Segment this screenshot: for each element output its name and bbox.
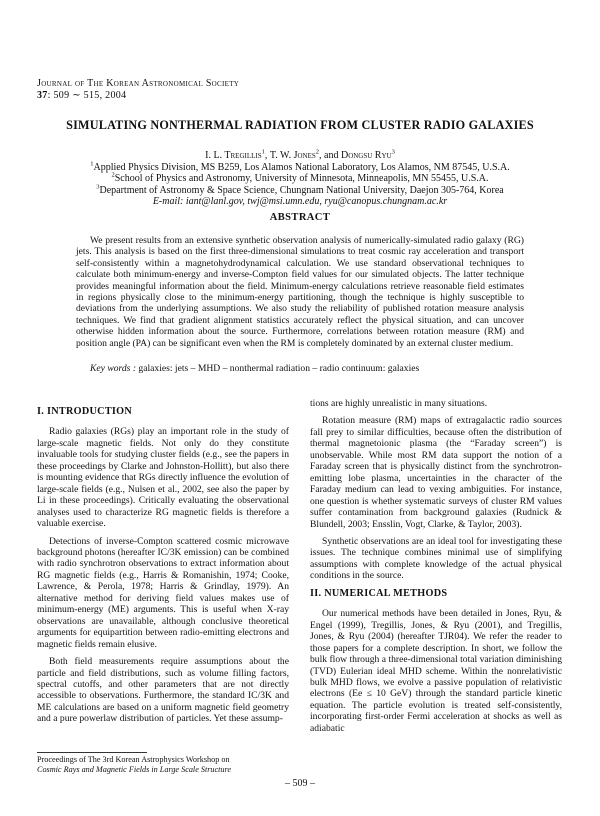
journal-header [37, 78, 239, 102]
affiliation-1-sup: 1 [90, 160, 94, 168]
keywords-text: galaxies: jets – MHD – nonthermal radiation – radio continuum: galaxies [136, 363, 420, 374]
footnote [37, 755, 297, 775]
affiliation-3: $^3$Department of Astronomy & Space Science, Chungnam National University, Daejon 305-764, Korea [96, 183, 504, 196]
author-block [30, 150, 570, 208]
footnote-rule [37, 752, 147, 753]
affiliation-3-sup: 3 [96, 183, 100, 191]
paper-title: SIMULATING NONTHERMAL RADIATION FROM CLUSTER RADIO GALAXIES [66, 118, 534, 132]
abstract-text: We present results from an extensive synthetic observation analysis of numerically-simulated radio galaxy (RG) jets. This analysis is based on the first three-dimensional simulations to treat cosmic ray acceleration and transport self-consistently within a magnetohydrodynamical calculation. We use standard observational techniques to calculate both minimum-energy and inverse-Compton field values for our simulated objects. The latter technique provides meaningful information about the field. Minimum-energy calculations retrieve reasonable field estimates in regions physically close to the minimum-energy partitioning, though the technique is highly susceptible to deviations from the underlying assumptions. We also study the reliability of published rotation measure analysis techniques. We find that gradient alignment statistics accurately reflect the physical situation, and can uncover otherwise hidden information about the source. Furthermore, correlations between rotation measure (RM) and position angle (PA) can be significant even when the RM is completely dominated by an external cluster medium. [76, 235, 524, 349]
keywords [76, 363, 524, 374]
intro-paragraph-3: Both field measurements require assumptions about the particle and field distributions, such as volume filling factors, spectral cutoffs, and other parameters that are not directly accessible to observations. Furthermore, the standard IC/3K and ME calculations are based on a uniform magnetic field geometry and a pure powerlaw distribution of particles. Yet these assump- [37, 656, 289, 725]
journal-volume-line [37, 90, 239, 102]
footnote-line-1: Proceedings of The 3rd Korean Astrophysics Workshop on [37, 755, 230, 764]
journal-name: Journal of The Korean Astronomical Society [37, 78, 240, 89]
right-column [310, 398, 562, 740]
section-heading-introduction: I. INTRODUCTION [37, 406, 133, 417]
author-sep-2: , and [319, 150, 341, 161]
intro-paragraph-5: Synthetic observations are an ideal tool for investigating these issues. The technique combines minimal use of simplifying assumptions with complete knowledge of the actual physical conditions in the source. [310, 535, 562, 582]
author-3-sup: 3 [391, 148, 395, 156]
intro-paragraph-continued: tions are highly unrealistic in many situations. [310, 398, 488, 409]
page-number: – 509 – [285, 778, 315, 789]
author-2: T. W. Jones [269, 150, 316, 161]
keywords-label: Key words : [90, 363, 137, 374]
affiliation-2: $^2$School of Physics and Astronomy, University of Minnesota, Minneapolis, MN 55455, U.S.A. [111, 171, 489, 184]
intro-paragraph-1: Radio galaxies (RGs) play an important role in the study of large-scale magnetic fields. Not only do they constitute invaluable tools for studying cluster fields (e.g., see the papers in these proceedings by Clarke and Johnston-Hollitt), but also there is mounting evidence that RGs directly influence the evolution of large-scale fields (e.g., Nulsen et al., 2002, see also the paper by Li in these proceedings). Critically evaluating the observational analyses used to characterize RG magnetic fields is therefore a valuable exercise. [37, 426, 289, 530]
volume-number: 37 [37, 90, 48, 101]
left-column [37, 400, 289, 731]
footnote-line-2: Cosmic Rays and Magnetic Fields in Large Scale Structure [37, 765, 232, 774]
author-line [30, 150, 570, 162]
author-2-sup: 2 [315, 148, 320, 156]
email-line: E-mail: iant@lanl.gov, twj@msi.umn.edu, ryu@canopus.chungnam.ac.kr [152, 196, 448, 207]
abstract-heading: ABSTRACT [269, 212, 331, 223]
page-range: : 509 ∼ 515, 2004 [47, 90, 127, 101]
affiliation-2-sup: 2 [111, 171, 115, 179]
affiliation-1: $^1$Applied Physics Division, MS B259, Los Alamos National Laboratory, Los Alamos, NM 87545, U.S.A. [90, 160, 510, 173]
intro-paragraph-4: Rotation measure (RM) maps of extragalactic radio sources fall prey to similar difficulties, because often the distribution of thermal magnetoionic plasma (the “Faraday screen”) is unobservable. While most RM data support the notion of a Faraday screen that is physically distinct from the synchrotron-emitting lobe plasma, uncertainties in the character of the Faraday medium can lead to vexing ambiguities. For instance, one question is whether systematic surveys of cluster RM values suffer contamination from background galaxies (Rudnick & Blundell, 2003; Ensslin, Vogt, Clarke, & Taylor, 2003). [310, 415, 562, 530]
author-1-sup: 1 [261, 148, 265, 156]
methods-paragraph-1: Our numerical methods have been detailed in Jones, Ryu, & Engel (1999), Tregillis, Jones, & Ryu (2001), and Tregillis, Jones, & Ryu (2004) (hereafter TJR04). We refer the reader to those papers for a complete description. In short, we follow the bulk flow through a three-dimensional total variation diminishing (TVD) Eulerian ideal MHD scheme. Within the nonrelativistic bulk MHD flows, we evolve a passive population of relativistic electrons (Ee ≤ 10 GeV) through the standard particle kinetic equation. The particle evolution is treated self-consistently, incorporating first-order Fermi acceleration at shocks as well as adiabatic [310, 608, 562, 734]
author-sep-1: , [264, 150, 270, 161]
author-1: I. L. Tregillis [205, 150, 262, 161]
intro-paragraph-2: Detections of inverse-Compton scattered cosmic microwave background photons (hereafter IC/3K emission) can be combined with radio synchrotron observations to extract information about RG magnetic fields (e.g., Harris & Romanishin, 1974; Cooke, Lawrence, & Perola, 1978; Harris & Grindlay, 1979). An alternative method for deriving field values makes use of minimum-energy (ME) arguments. This is useful when X-ray observations are unavailable, although conclusive theoretical arguments for equipartition between radio-emitting electrons and magnetic fields remain elusive. [37, 535, 289, 650]
author-3: Dongsu Ryu [340, 150, 392, 161]
section-heading-numerical-methods: II. NUMERICAL METHODS [310, 587, 448, 599]
